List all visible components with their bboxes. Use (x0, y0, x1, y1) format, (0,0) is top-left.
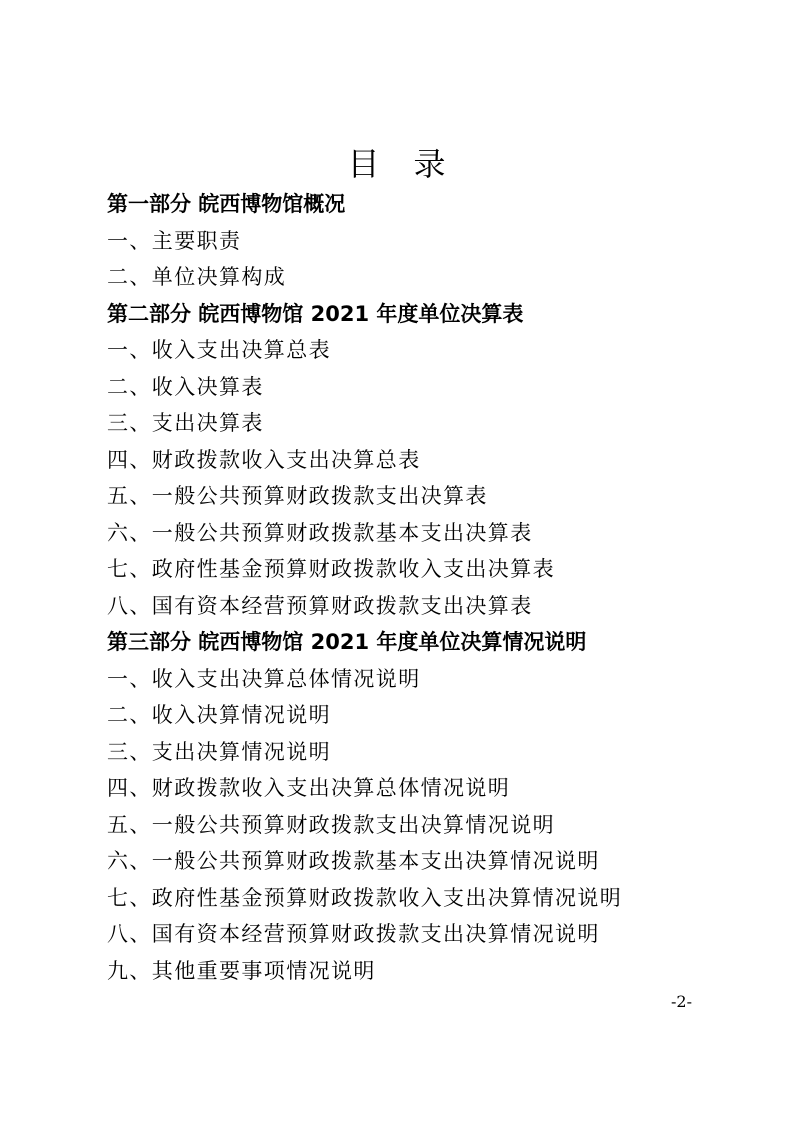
toc-item: 二、收入决算表 (107, 374, 264, 399)
toc-item: 八、国有资本经营预算财政拨款支出决算表 (107, 593, 533, 618)
toc-item: 四、财政拨款收入支出决算总表 (107, 447, 421, 472)
toc-item: 二、单位决算构成 (107, 265, 287, 289)
toc-part-1: 第一部分 皖西博物馆概况 (107, 192, 346, 216)
page-title (0, 140, 793, 188)
table-of-contents (107, 186, 747, 989)
toc-item: 五、一般公共预算财政拨款支出决算表 (107, 484, 488, 508)
toc-item: 五、一般公共预算财政拨款支出决算情况说明 (107, 812, 555, 837)
toc-item: 一、收入支出决算总体情况说明 (107, 666, 421, 691)
title-char-2: 录 (413, 145, 446, 183)
toc-item: 八、国有资本经营预算财政拨款支出决算情况说明 (107, 922, 600, 946)
toc-item: 六、一般公共预算财政拨款基本支出决算表 (107, 520, 533, 545)
toc-item: 六、一般公共预算财政拨款基本支出决算情况说明 (107, 849, 600, 873)
toc-part-2: 第二部分 皖西博物馆 2021 年度单位决算表 (107, 301, 524, 326)
toc-item: 一、主要职责 (107, 228, 242, 253)
toc-item: 九、其他重要事项情况说明 (107, 958, 376, 983)
page-number: -2- (671, 992, 692, 1011)
toc-item: 一、收入支出决算总表 (107, 338, 331, 362)
toc-item: 七、政府性基金预算财政拨款收入支出决算情况说明 (107, 885, 623, 910)
toc-item: 三、支出决算表 (107, 411, 264, 435)
title-char-1: 目 (347, 145, 380, 183)
toc-item: 三、支出决算情况说明 (107, 739, 331, 764)
toc-item: 四、财政拨款收入支出决算总体情况说明 (107, 776, 511, 800)
toc-item: 二、收入决算情况说明 (107, 703, 331, 727)
toc-item: 七、政府性基金预算财政拨款收入支出决算表 (107, 557, 555, 581)
toc-part-3: 第三部分 皖西博物馆 2021 年度单位决算情况说明 (107, 630, 587, 654)
